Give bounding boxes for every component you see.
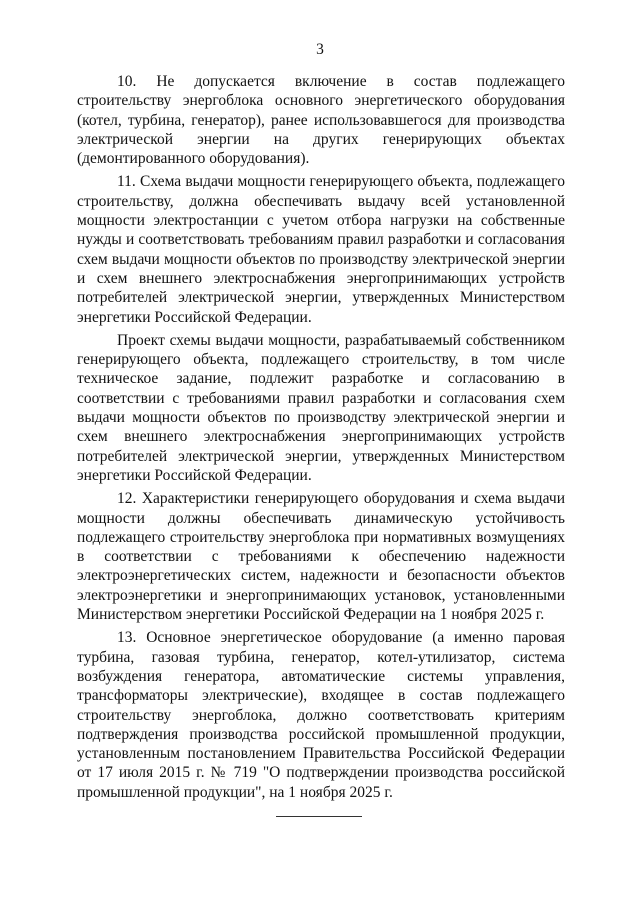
paragraph-item-10: 10. Не допускается включение в состав подлежащего строительству энергоблока основного энергетического оборудования (котел, турбина, генератор), ранее использовавшегося для производства электрической энергии на других генерирующих объектах (демонтированного оборудования). <box>77 73 565 168</box>
end-of-document-rule <box>276 816 362 817</box>
page-number: 3 <box>316 41 324 58</box>
paragraph-item-11-continuation: Проект схемы выдачи мощности, разрабатываемый собственником генерирующего объекта, подлежащего строительству, в том числе техническое задание, подлежит разработке и согласованию в соответствии с требованиями правил разработки и согласования схем выдачи мощности объектов по производству электрической энергии и схем внешнего электроснабжения энергопринимающих устройств потребителей электрической энергии, утвержденных Министерством энергетики Российской Федерации. <box>77 331 565 484</box>
document-body <box>77 72 565 802</box>
paragraph-item-11: 11. Схема выдачи мощности генерирующего объекта, подлежащего строительству, должна обеспечивать выдачу всей установленной мощности электростанции с учетом отбора нагрузки на собственные нужды и соответствовать требованиям правил разработки и согласования схем выдачи мощности объектов по производству электрической энергии и схем внешнего электроснабжения энергопринимающих устройств потребителей электрической энергии, утвержденных Министерством энергетики Российской Федерации. <box>77 173 565 326</box>
paragraph-item-12: 12. Характеристики генерирующего оборудования и схема выдачи мощности должны обеспечивать динамическую устойчивость подлежащего строительству энергоблока при нормативных возмущениях в соответствии с требованиями к обеспечению надежности электроэнергетических систем, надежности и безопасности объектов электроэнергетики и энергопринимающих установок, установленными Министерством энергетики Российской Федерации на 1 ноября 2025 г. <box>77 490 565 624</box>
paragraph-item-13: 13. Основное энергетическое оборудование (а именно паровая турбина, газовая турбина, генератор, котел-утилизатор, система возбуждения генератора, автоматические системы управления, трансформаторы электрические), входящее в состав подлежащего строительству энергоблока, должно соответствовать критериям подтверждения производства российской промышленной продукции, установленным постановлением Правительства Российской Федерации от 17 июля 2015 г. № 719 "О подтверждении производства российской промышленной продукции", на 1 ноября 2025 г. <box>77 629 565 801</box>
